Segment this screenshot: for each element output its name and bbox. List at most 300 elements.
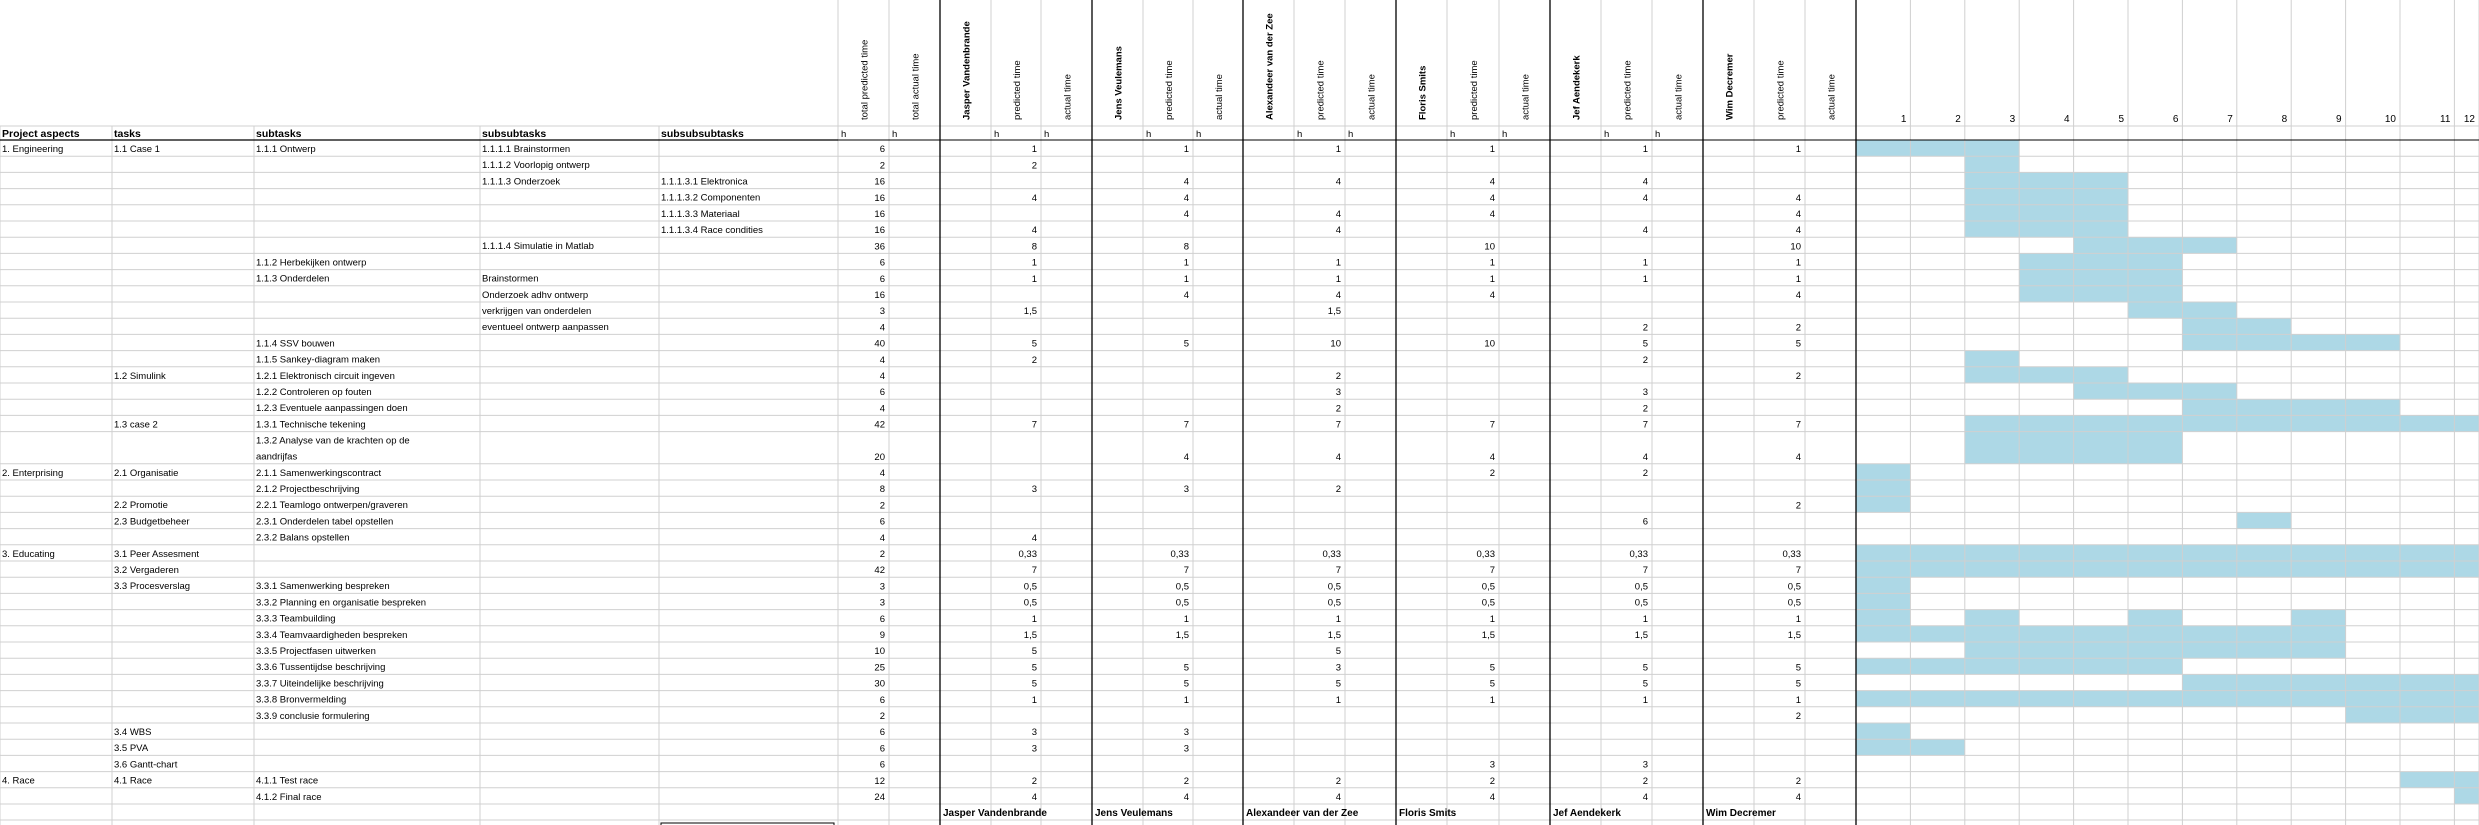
gantt-bar-cell[interactable] — [2454, 788, 2479, 804]
total-predicted-time: 3 — [879, 581, 885, 593]
total-predicted-time: 4 — [879, 371, 885, 382]
member-predicted-time: 0,33 — [1018, 549, 1037, 560]
member-predicted-time: 1 — [1031, 694, 1037, 706]
member-predicted-time: 7 — [1335, 419, 1341, 431]
member-predicted-time: 4 — [1031, 225, 1037, 237]
week-number: 9 — [2336, 114, 2342, 125]
gantt-bar-cell[interactable] — [2237, 318, 2291, 334]
gantt-bar-cell[interactable] — [1910, 739, 1964, 755]
subsubtask-name: 1.1.1.1 Brainstormen — [482, 144, 571, 155]
gantt-bar-cell[interactable] — [2182, 642, 2236, 658]
total-predicted-time: 6 — [879, 613, 885, 625]
gantt-bar-cell[interactable] — [1965, 172, 2019, 188]
gantt-bar-cell[interactable] — [1965, 691, 2019, 707]
total-predicted-time: 4 — [879, 532, 885, 544]
unit-label: h — [1655, 129, 1661, 140]
total-predicted-time: 30 — [874, 678, 885, 690]
subtask-name: 1.2.2 Controleren op fouten — [256, 387, 372, 398]
gantt-bar-cell[interactable] — [2237, 415, 2291, 431]
column-header-aspects: Project aspects — [2, 128, 80, 140]
gantt-bar-cell[interactable] — [2182, 334, 2236, 350]
gantt-bar-cell[interactable] — [2400, 691, 2454, 707]
gantt-bar-cell[interactable] — [2074, 367, 2128, 383]
gantt-bar-cell[interactable] — [2128, 658, 2182, 674]
member-predicted-time: 4 — [1489, 792, 1495, 803]
member-predicted-time: 5 — [1183, 678, 1189, 690]
gantt-bar-cell[interactable] — [2128, 383, 2182, 399]
total-predicted-time: 6 — [879, 273, 885, 285]
gantt-bar-cell[interactable] — [2074, 415, 2128, 431]
gantt-bar-cell[interactable] — [2454, 415, 2479, 431]
total-predicted-time: 10 — [874, 646, 885, 658]
gantt-bar-cell[interactable] — [2019, 286, 2073, 302]
member-predicted-time: 4 — [1795, 225, 1801, 237]
gantt-bar-cell[interactable] — [1910, 561, 1964, 577]
gantt-bar-cell[interactable] — [2182, 691, 2236, 707]
member-predicted-time: 2 — [1795, 500, 1801, 512]
member-predicted-time: 4 — [1335, 176, 1341, 188]
total-predicted-time: 40 — [874, 338, 885, 350]
gantt-bar-cell[interactable] — [2019, 189, 2073, 205]
member-name-summary: Jef Aendekerk — [1553, 808, 1621, 819]
gantt-bar-cell[interactable] — [2019, 691, 2073, 707]
gantt-bar-cell[interactable] — [2019, 545, 2073, 561]
member-predicted-time: 0,5 — [1481, 581, 1495, 593]
gantt-bar-cell[interactable] — [2128, 270, 2182, 286]
unit-label: h — [841, 129, 847, 140]
gantt-bar-cell[interactable] — [2454, 561, 2479, 577]
total-predicted-time: 16 — [874, 290, 885, 301]
time-column-header: actual time — [1366, 74, 1378, 120]
time-column-header: predicted time — [1315, 60, 1327, 120]
gantt-bar-cell[interactable] — [1856, 545, 1910, 561]
member-predicted-time: 3 — [1642, 759, 1648, 771]
gantt-bar-cell[interactable] — [1910, 545, 1964, 561]
member-predicted-time: 1 — [1489, 273, 1495, 285]
column-header-subtasks: subtasks — [256, 128, 302, 140]
time-column-header: actual time — [1826, 74, 1838, 120]
gantt-bar-cell[interactable] — [2291, 415, 2345, 431]
member-predicted-time: 4 — [1183, 192, 1189, 204]
gantt-bar-cell[interactable] — [1910, 658, 1964, 674]
gantt-bar-cell[interactable] — [2346, 334, 2400, 350]
subsubtask-name: 1.1.1.4 Simulatie in Matlab — [482, 241, 594, 253]
member-predicted-time: 3 — [1031, 484, 1037, 496]
gantt-bar-cell[interactable] — [2182, 399, 2236, 415]
member-predicted-time: 5 — [1489, 662, 1495, 674]
task-name: 2.1 Organisatie — [114, 467, 179, 479]
member-predicted-time: 4 — [1335, 792, 1341, 803]
member-name-header: Alexandeer van der Zee — [1264, 13, 1276, 120]
member-predicted-time: 5 — [1183, 662, 1189, 674]
member-predicted-time: 2 — [1031, 354, 1037, 366]
gantt-bar-cell[interactable] — [2237, 674, 2291, 690]
member-name-summary: Floris Smits — [1399, 808, 1457, 819]
member-predicted-time: 1 — [1183, 273, 1189, 285]
total-predicted-time: 36 — [874, 241, 885, 253]
member-predicted-time: 1 — [1489, 144, 1495, 156]
gantt-bar-cell[interactable] — [2182, 302, 2236, 318]
total-predicted-time: 2 — [879, 160, 885, 172]
member-predicted-time: 1,5 — [1481, 630, 1495, 641]
member-predicted-time: 2 — [1335, 371, 1341, 382]
gantt-bar-cell[interactable] — [2291, 334, 2345, 350]
gantt-bar-cell[interactable] — [2128, 302, 2182, 318]
gantt-bar-cell[interactable] — [2454, 691, 2479, 707]
member-predicted-time: 1 — [1642, 273, 1648, 285]
gantt-bar-cell[interactable] — [1965, 189, 2019, 205]
gantt-bar-cell[interactable] — [2074, 286, 2128, 302]
gantt-bar-cell[interactable] — [2019, 253, 2073, 269]
member-predicted-time: 1 — [1183, 257, 1189, 269]
member-predicted-time: 1 — [1031, 257, 1037, 269]
gantt-bar-cell[interactable] — [2074, 270, 2128, 286]
subtask-name: 1.1.4 SSV bouwen — [256, 338, 335, 350]
gantt-bar-cell[interactable] — [2019, 432, 2073, 464]
gantt-bar-cell[interactable] — [2182, 674, 2236, 690]
unit-label: h — [1450, 129, 1456, 140]
member-predicted-time: 1 — [1031, 144, 1037, 156]
subtask-name: 3.3.1 Samenwerking bespreken — [256, 581, 390, 593]
gantt-bar-cell[interactable] — [2182, 383, 2236, 399]
unit-label: h — [1297, 129, 1303, 140]
task-name: 2.2 Promotie — [114, 500, 168, 512]
gantt-bar-cell[interactable] — [2128, 237, 2182, 253]
time-column-header: actual time — [1062, 74, 1074, 120]
gantt-bar-cell[interactable] — [2019, 270, 2073, 286]
gantt-bar-cell[interactable] — [1856, 561, 1910, 577]
gantt-bar-cell[interactable] — [2074, 561, 2128, 577]
subtask-name: 2.1.2 Projectbeschrijving — [256, 484, 360, 495]
gantt-bar-cell[interactable] — [1965, 626, 2019, 642]
subtask-name: 1.1.3 Onderdelen — [256, 273, 330, 285]
subtask-name: 3.3.9 conclusie formulering — [256, 710, 370, 722]
member-predicted-time: 5 — [1031, 662, 1037, 674]
member-predicted-time: 1 — [1183, 144, 1189, 156]
gantt-bar-cell[interactable] — [2237, 399, 2291, 415]
gantt-bar-cell[interactable] — [2346, 399, 2400, 415]
member-predicted-time: 7 — [1489, 565, 1495, 577]
member-predicted-time: 4 — [1031, 192, 1037, 204]
gantt-bar-cell[interactable] — [1856, 593, 1910, 609]
task-name: 3.2 Vergaderen — [114, 565, 179, 576]
gantt-bar-cell[interactable] — [2182, 415, 2236, 431]
time-column-header: actual time — [1673, 74, 1685, 120]
member-predicted-time: 7 — [1489, 419, 1495, 431]
gantt-bar-cell[interactable] — [1856, 739, 1910, 755]
gantt-bar-cell[interactable] — [1965, 415, 2019, 431]
member-predicted-time: 4 — [1795, 451, 1801, 463]
member-predicted-time: 4 — [1183, 451, 1189, 463]
member-predicted-time: 4 — [1183, 209, 1189, 220]
gantt-bar-cell[interactable] — [1965, 367, 2019, 383]
unit-label: h — [1044, 129, 1050, 140]
member-predicted-time: 7 — [1642, 419, 1648, 431]
member-predicted-time: 2 — [1642, 354, 1648, 366]
member-predicted-time: 5 — [1031, 338, 1037, 350]
gantt-bar-cell[interactable] — [2291, 674, 2345, 690]
member-predicted-time: 2 — [1489, 775, 1495, 787]
subtask-name: 1.1.1 Ontwerp — [256, 144, 316, 155]
member-predicted-time: 5 — [1335, 678, 1341, 690]
total-predicted-time: 6 — [879, 144, 885, 156]
gantt-bar-cell[interactable] — [1965, 642, 2019, 658]
gantt-bar-cell[interactable] — [2128, 626, 2182, 642]
member-predicted-time: 0,5 — [1787, 597, 1801, 609]
gantt-bar-cell[interactable] — [2346, 561, 2400, 577]
member-predicted-time: 5 — [1335, 646, 1341, 658]
task-name: 1.1 Case 1 — [114, 144, 160, 155]
task-name: 3.5 PVA — [114, 743, 149, 755]
gantt-bar-cell[interactable] — [1965, 221, 2019, 237]
week-number: 11 — [2440, 114, 2451, 125]
gantt-bar-cell[interactable] — [2019, 367, 2073, 383]
gantt-bar-cell[interactable] — [2128, 561, 2182, 577]
gantt-bar-cell[interactable] — [2237, 691, 2291, 707]
gantt-bar-cell[interactable] — [2291, 610, 2345, 626]
gantt-bar-cell[interactable] — [2237, 626, 2291, 642]
gantt-bar-cell[interactable] — [2128, 432, 2182, 464]
member-name-summary: Jens Veulemans — [1095, 808, 1173, 819]
gantt-bar-cell[interactable] — [2291, 561, 2345, 577]
gantt-bar-cell[interactable] — [2019, 172, 2073, 188]
member-predicted-time: 2 — [1642, 322, 1648, 334]
total-predicted-time: 16 — [874, 209, 885, 220]
gantt-bar-cell[interactable] — [2400, 772, 2454, 788]
total-predicted-time: 6 — [879, 727, 885, 739]
gantt-bar-cell[interactable] — [2454, 674, 2479, 690]
gantt-bar-cell[interactable] — [2128, 253, 2182, 269]
week-number: 3 — [2009, 114, 2016, 125]
member-predicted-time: 1 — [1642, 694, 1648, 706]
gantt-bar-cell[interactable] — [1965, 156, 2019, 172]
total-predicted-time: 3 — [879, 597, 885, 609]
member-predicted-time: 2 — [1335, 775, 1341, 787]
subtask-name: 3.3.2 Planning en organisatie bespreken — [256, 597, 427, 609]
week-number: 5 — [2118, 114, 2124, 125]
subsubtask-name: eventueel ontwerp aanpassen — [482, 322, 609, 334]
gantt-bar-cell[interactable] — [2074, 432, 2128, 464]
gantt-bar-cell[interactable] — [2237, 512, 2291, 528]
gantt-bar-cell[interactable] — [1856, 496, 1910, 512]
gantt-bar-cell[interactable] — [2400, 545, 2454, 561]
member-predicted-time: 0,33 — [1322, 549, 1341, 560]
gantt-bar-cell[interactable] — [2074, 642, 2128, 658]
gantt-bar-cell[interactable] — [1965, 351, 2019, 367]
gantt-bar-cell[interactable] — [2237, 642, 2291, 658]
member-predicted-time: 0,33 — [1782, 549, 1801, 560]
gantt-bar-cell[interactable] — [2291, 399, 2345, 415]
subsubsubtask-name: 1.1.1.3.3 Materiaal — [661, 208, 740, 220]
gantt-bar-cell[interactable] — [1910, 626, 1964, 642]
gantt-bar-cell[interactable] — [2237, 334, 2291, 350]
gantt-bar-cell[interactable] — [2346, 691, 2400, 707]
member-predicted-time: 0,5 — [1634, 597, 1648, 609]
gantt-bar-cell[interactable] — [2454, 545, 2479, 561]
gantt-bar-cell[interactable] — [1965, 140, 2019, 156]
member-predicted-time: 1 — [1489, 694, 1495, 706]
task-name: 2.3 Budgetbeheer — [114, 516, 190, 528]
gantt-bar-cell[interactable] — [2346, 674, 2400, 690]
task-name: 3.3 Procesverslag — [114, 581, 191, 593]
member-predicted-time: 4 — [1642, 225, 1648, 237]
member-predicted-time: 1 — [1489, 613, 1495, 625]
gantt-bar-cell[interactable] — [2182, 561, 2236, 577]
subtask-name: 3.3.4 Teamvaardigheden bespreken — [256, 629, 408, 641]
member-predicted-time: 4 — [1335, 225, 1341, 237]
gantt-bar-cell[interactable] — [2074, 253, 2128, 269]
gantt-bar-cell[interactable] — [1856, 464, 1910, 480]
gantt-bar-cell[interactable] — [2019, 415, 2073, 431]
gantt-bar-cell[interactable] — [2237, 561, 2291, 577]
member-predicted-time: 8 — [1031, 241, 1037, 253]
gantt-bar-cell[interactable] — [2074, 691, 2128, 707]
time-column-header: predicted time — [1469, 60, 1480, 120]
gantt-bar-cell[interactable] — [1856, 626, 1910, 642]
gantt-bar-cell[interactable] — [2454, 772, 2479, 788]
member-predicted-time: 1 — [1642, 257, 1648, 269]
gantt-bar-cell[interactable] — [2074, 658, 2128, 674]
gantt-bar-cell[interactable] — [2291, 626, 2345, 642]
member-predicted-time: 1 — [1031, 273, 1037, 285]
project-aspect: 3. Educating — [2, 548, 55, 560]
gantt-bar-cell[interactable] — [2074, 205, 2128, 221]
total-predicted-time: 6 — [879, 516, 885, 528]
member-predicted-time: 2 — [1642, 403, 1648, 415]
member-predicted-time: 3 — [1183, 484, 1189, 496]
gantt-bar-cell[interactable] — [2400, 707, 2454, 723]
gantt-bar-cell[interactable] — [1965, 432, 2019, 464]
gantt-bar-cell[interactable] — [2291, 691, 2345, 707]
gantt-bar-cell[interactable] — [2074, 237, 2128, 253]
gantt-bar-cell[interactable] — [1965, 610, 2019, 626]
member-predicted-time: 2 — [1642, 775, 1648, 787]
member-name-header: Jens Veulemans — [1113, 46, 1125, 120]
subtask-name: 1.2.1 Elektronisch circuit ingeven — [256, 370, 395, 382]
subsubtask-name: 1.1.1.2 Voorlopig ontwerp — [482, 160, 590, 172]
gantt-bar-cell[interactable] — [2019, 626, 2073, 642]
gantt-bar-cell[interactable] — [2128, 415, 2182, 431]
gantt-bar-cell[interactable] — [1910, 140, 1964, 156]
gantt-bar-cell[interactable] — [2454, 707, 2479, 723]
gantt-bar-cell[interactable] — [2128, 642, 2182, 658]
gantt-bar-cell[interactable] — [1856, 723, 1910, 739]
gantt-bar-cell[interactable] — [2019, 658, 2073, 674]
gantt-bar-cell[interactable] — [1965, 205, 2019, 221]
gantt-bar-cell[interactable] — [1856, 658, 1910, 674]
unit-label: h — [994, 129, 1000, 140]
subtask-name: 3.3.5 Projectfasen uitwerken — [256, 646, 376, 657]
gantt-bar-cell[interactable] — [2074, 221, 2128, 237]
gantt-bar-cell[interactable] — [2019, 221, 2073, 237]
gantt-bar-cell[interactable] — [2182, 626, 2236, 642]
project-aspect: 4. Race — [2, 775, 35, 787]
gantt-bar-cell[interactable] — [2074, 172, 2128, 188]
gantt-bar-cell[interactable] — [1910, 691, 1964, 707]
member-predicted-time: 4 — [1489, 451, 1495, 463]
gantt-bar-cell[interactable] — [2237, 545, 2291, 561]
gantt-bar-cell[interactable] — [2182, 237, 2236, 253]
total-predicted-time: 6 — [879, 387, 885, 399]
gantt-bar-cell[interactable] — [2400, 561, 2454, 577]
member-predicted-time: 2 — [1335, 484, 1341, 496]
gantt-bar-cell[interactable] — [2019, 642, 2073, 658]
member-predicted-time: 0,5 — [1327, 581, 1341, 593]
gantt-bar-cell[interactable] — [1856, 140, 1910, 156]
member-predicted-time: 2 — [1642, 468, 1648, 479]
gantt-bar-cell[interactable] — [1856, 577, 1910, 593]
gantt-bar-cell[interactable] — [2074, 545, 2128, 561]
gantt-bar-cell[interactable] — [2291, 642, 2345, 658]
member-predicted-time: 2 — [1031, 160, 1037, 172]
gantt-bar-cell[interactable] — [2074, 626, 2128, 642]
gantt-bar-cell[interactable] — [2291, 545, 2345, 561]
gantt-bar-cell[interactable] — [1856, 610, 1910, 626]
time-column-header: total predicted time — [859, 39, 871, 120]
subtask-name: 2.3.1 Onderdelen tabel opstellen — [256, 516, 394, 528]
member-predicted-time: 4 — [1795, 192, 1801, 204]
gantt-bar-cell[interactable] — [2019, 205, 2073, 221]
week-number: 6 — [2172, 114, 2179, 125]
total-predicted-time: 25 — [874, 662, 885, 674]
member-predicted-time: 7 — [1183, 419, 1189, 431]
subtask-name: 1.1.5 Sankey-diagram maken — [256, 354, 381, 366]
member-predicted-time: 7 — [1183, 565, 1189, 577]
week-number: 1 — [1900, 114, 1907, 125]
gantt-bar-cell[interactable] — [2074, 189, 2128, 205]
total-predicted-time: 2 — [879, 711, 885, 722]
gantt-bar-cell[interactable] — [1856, 691, 1910, 707]
total-predicted-time: 16 — [874, 192, 885, 204]
gantt-bar-cell[interactable] — [2128, 286, 2182, 302]
gantt-bar-cell[interactable] — [1856, 480, 1910, 496]
gantt-bar-cell[interactable] — [2346, 707, 2400, 723]
gantt-bar-cell[interactable] — [1965, 545, 2019, 561]
member-predicted-time: 1 — [1335, 694, 1341, 706]
gantt-bar-cell[interactable] — [2346, 545, 2400, 561]
gantt-bar-cell[interactable] — [2074, 383, 2128, 399]
total-predicted-time: 42 — [874, 419, 885, 431]
gantt-bar-cell[interactable] — [2346, 415, 2400, 431]
member-predicted-time: 1,5 — [1327, 306, 1341, 318]
gantt-bar-cell[interactable] — [2400, 415, 2454, 431]
member-predicted-time: 0,33 — [1476, 549, 1495, 560]
gantt-bar-cell[interactable] — [1965, 561, 2019, 577]
subsubsubtask-name: 1.1.1.3.1 Elektronica — [661, 176, 748, 188]
gantt-bar-cell[interactable] — [2128, 691, 2182, 707]
time-column-header: predicted time — [1622, 60, 1634, 120]
member-predicted-time: 1 — [1795, 144, 1801, 156]
gantt-bar-cell[interactable] — [2182, 318, 2236, 334]
member-predicted-time: 2 — [1795, 371, 1801, 382]
gantt-bar-cell[interactable] — [2400, 674, 2454, 690]
gantt-bar-cell[interactable] — [2019, 561, 2073, 577]
time-column-header: actual time — [1520, 74, 1532, 120]
total-predicted-time: 12 — [874, 775, 885, 787]
member-predicted-time: 2 — [1795, 322, 1801, 334]
member-predicted-time: 7 — [1031, 419, 1037, 431]
member-predicted-time: 2 — [1795, 711, 1801, 722]
gantt-bar-cell[interactable] — [2128, 610, 2182, 626]
member-predicted-time: 4 — [1795, 792, 1801, 803]
subtask-name: 4.1.2 Final race — [256, 791, 322, 803]
member-predicted-time: 3 — [1031, 743, 1037, 755]
member-predicted-time: 7 — [1335, 565, 1341, 577]
gantt-bar-cell[interactable] — [1965, 658, 2019, 674]
gantt-bar-cell[interactable] — [2182, 545, 2236, 561]
total-predicted-time: 16 — [874, 225, 885, 237]
gantt-bar-cell[interactable] — [2128, 545, 2182, 561]
